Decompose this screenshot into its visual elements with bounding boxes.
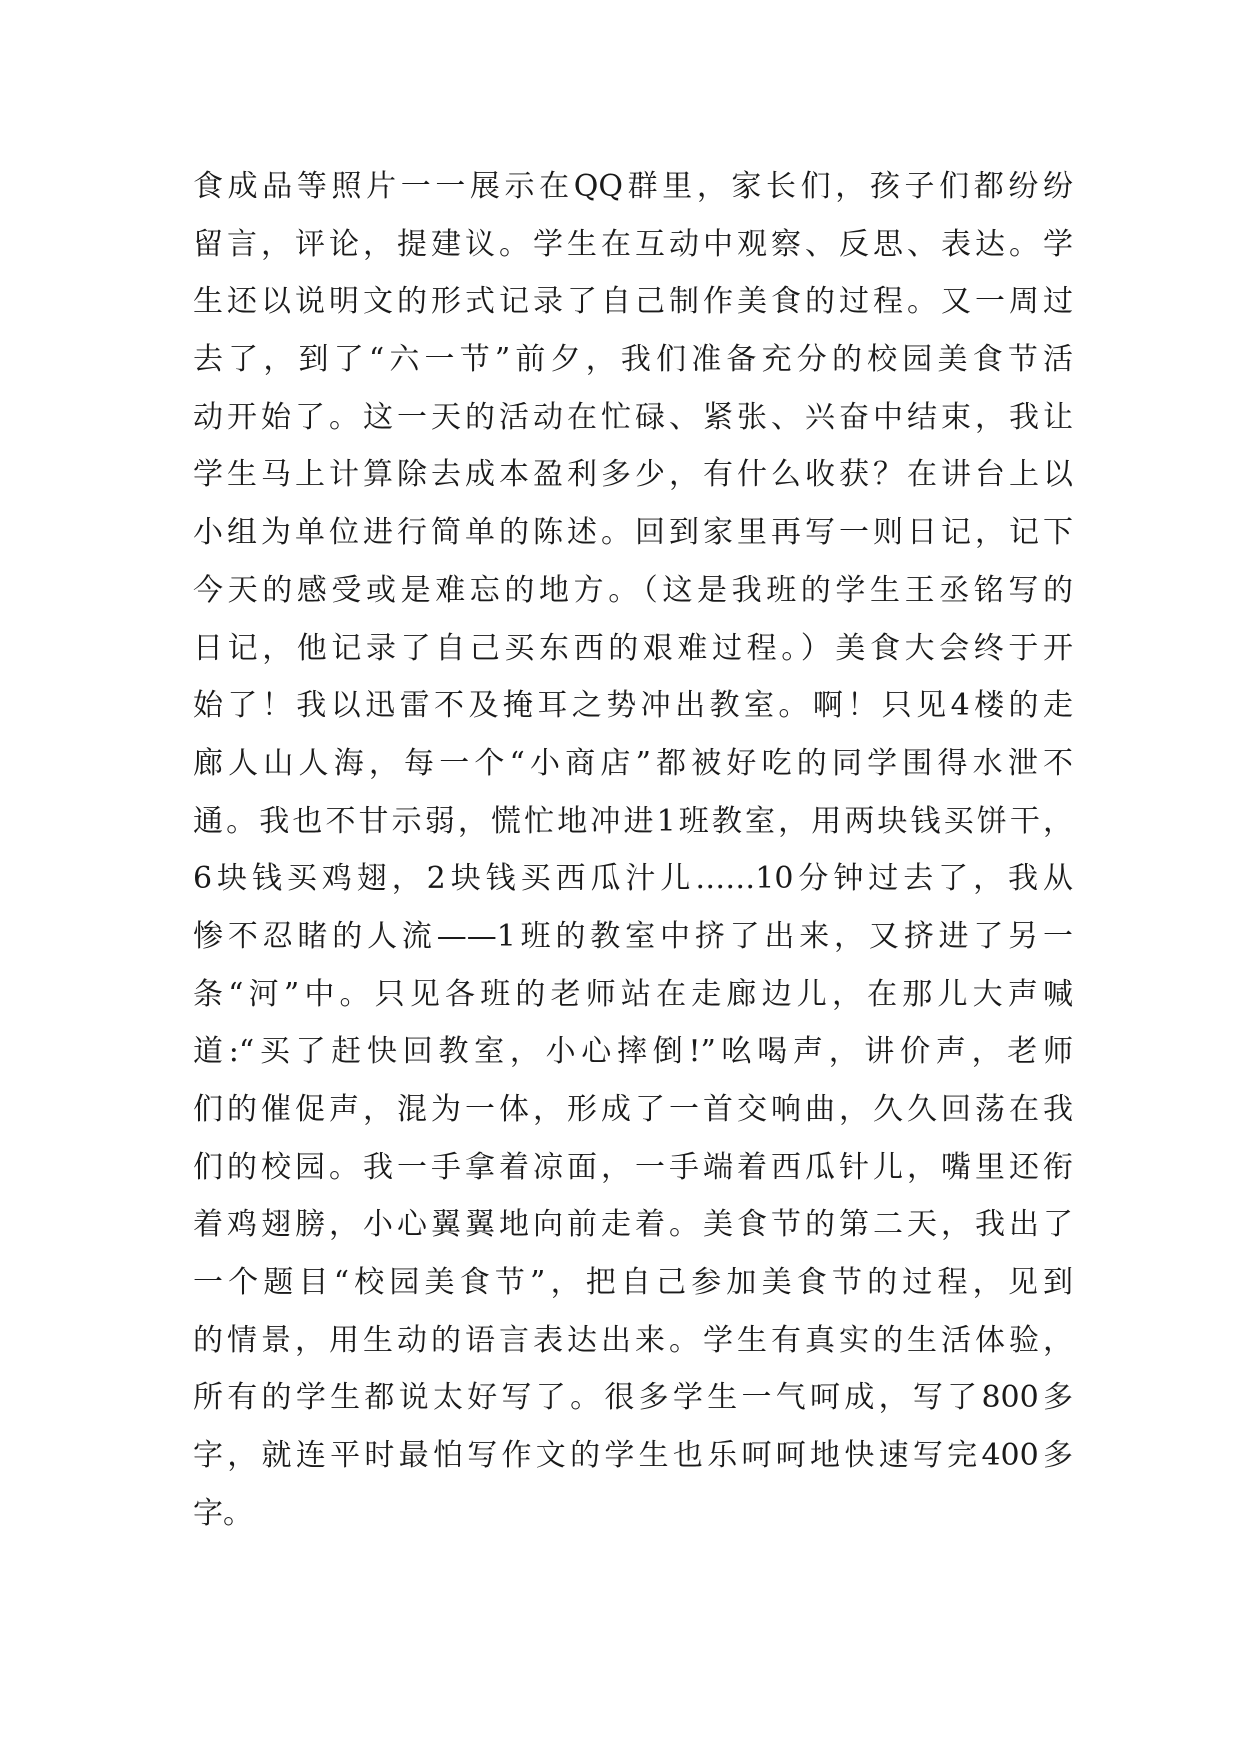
text-line: 6块钱买鸡翅，2块钱买西瓜汁儿……10分钟过去了，我从: [193, 861, 1073, 897]
text-line: 生还以说明文的形式记录了自己制作美食的过程。又一周过: [193, 284, 1073, 320]
text-line: 留言，评论，提建议。学生在互动中观察、反思、表达。学: [193, 226, 1073, 262]
text-line: 日记，他记录了自己买东西的艰难过程。）美食大会终于开: [193, 630, 1073, 666]
text-line: 通。我也不甘示弱，慌忙地冲进1班教室，用两块钱买饼干，: [193, 803, 1073, 839]
text-line: 字，就连平时最怕写作文的学生也乐呵呵地快速写完400多: [193, 1438, 1073, 1474]
text-line: 始了！我以迅雷不及掩耳之势冲出教室。啊！只见4楼的走: [193, 688, 1073, 724]
text-line: 着鸡翅膀，小心翼翼地向前走着。美食节的第二天，我出了: [193, 1207, 1073, 1243]
text-line: 一个题目“校园美食节”，把自己参加美食节的过程，见到: [193, 1265, 1073, 1301]
text-line: 食成品等照片一一展示在QQ群里，家长们，孩子们都纷纷: [193, 169, 1073, 204]
text-line: 去了，到了“六一节”前夕，我们准备充分的校园美食节活: [193, 342, 1073, 378]
text-line: 今天的感受或是难忘的地方。（这是我班的学生王丞铭写的: [193, 572, 1073, 608]
text-line: 动开始了。这一天的活动在忙碌、紧张、兴奋中结束，我让: [193, 399, 1073, 435]
body-paragraph: [193, 158, 1073, 1543]
text-line: 小组为单位进行简单的陈述。回到家里再写一则日记，记下: [193, 515, 1073, 551]
text-line: 道:“买了赶快回教室，小心摔倒!”吆喝声，讲价声，老师: [193, 1034, 1073, 1070]
text-line: 条“河”中。只见各班的老师站在走廊边儿，在那儿大声喊: [193, 976, 1073, 1012]
text-line: 字。: [193, 1495, 253, 1531]
text-line: 廊人山人海，每一个“小商店”都被好吃的同学围得水泄不: [193, 745, 1073, 781]
text-line: 惨不忍睹的人流——1班的教室中挤了出来，又挤进了另一: [193, 918, 1073, 954]
text-line: 所有的学生都说太好写了。很多学生一气呵成，写了800多: [193, 1380, 1073, 1416]
text-line: 们的催促声，混为一体，形成了一首交响曲，久久回荡在我: [193, 1092, 1073, 1127]
text-line: 的情景，用生动的语言表达出来。学生有真实的生活体验，: [193, 1322, 1073, 1358]
text-line: 学生马上计算除去成本盈利多少，有什么收获？在讲台上以: [193, 457, 1073, 493]
text-line: 们的校园。我一手拿着凉面，一手端着西瓜针儿，嘴里还衔: [193, 1149, 1073, 1185]
